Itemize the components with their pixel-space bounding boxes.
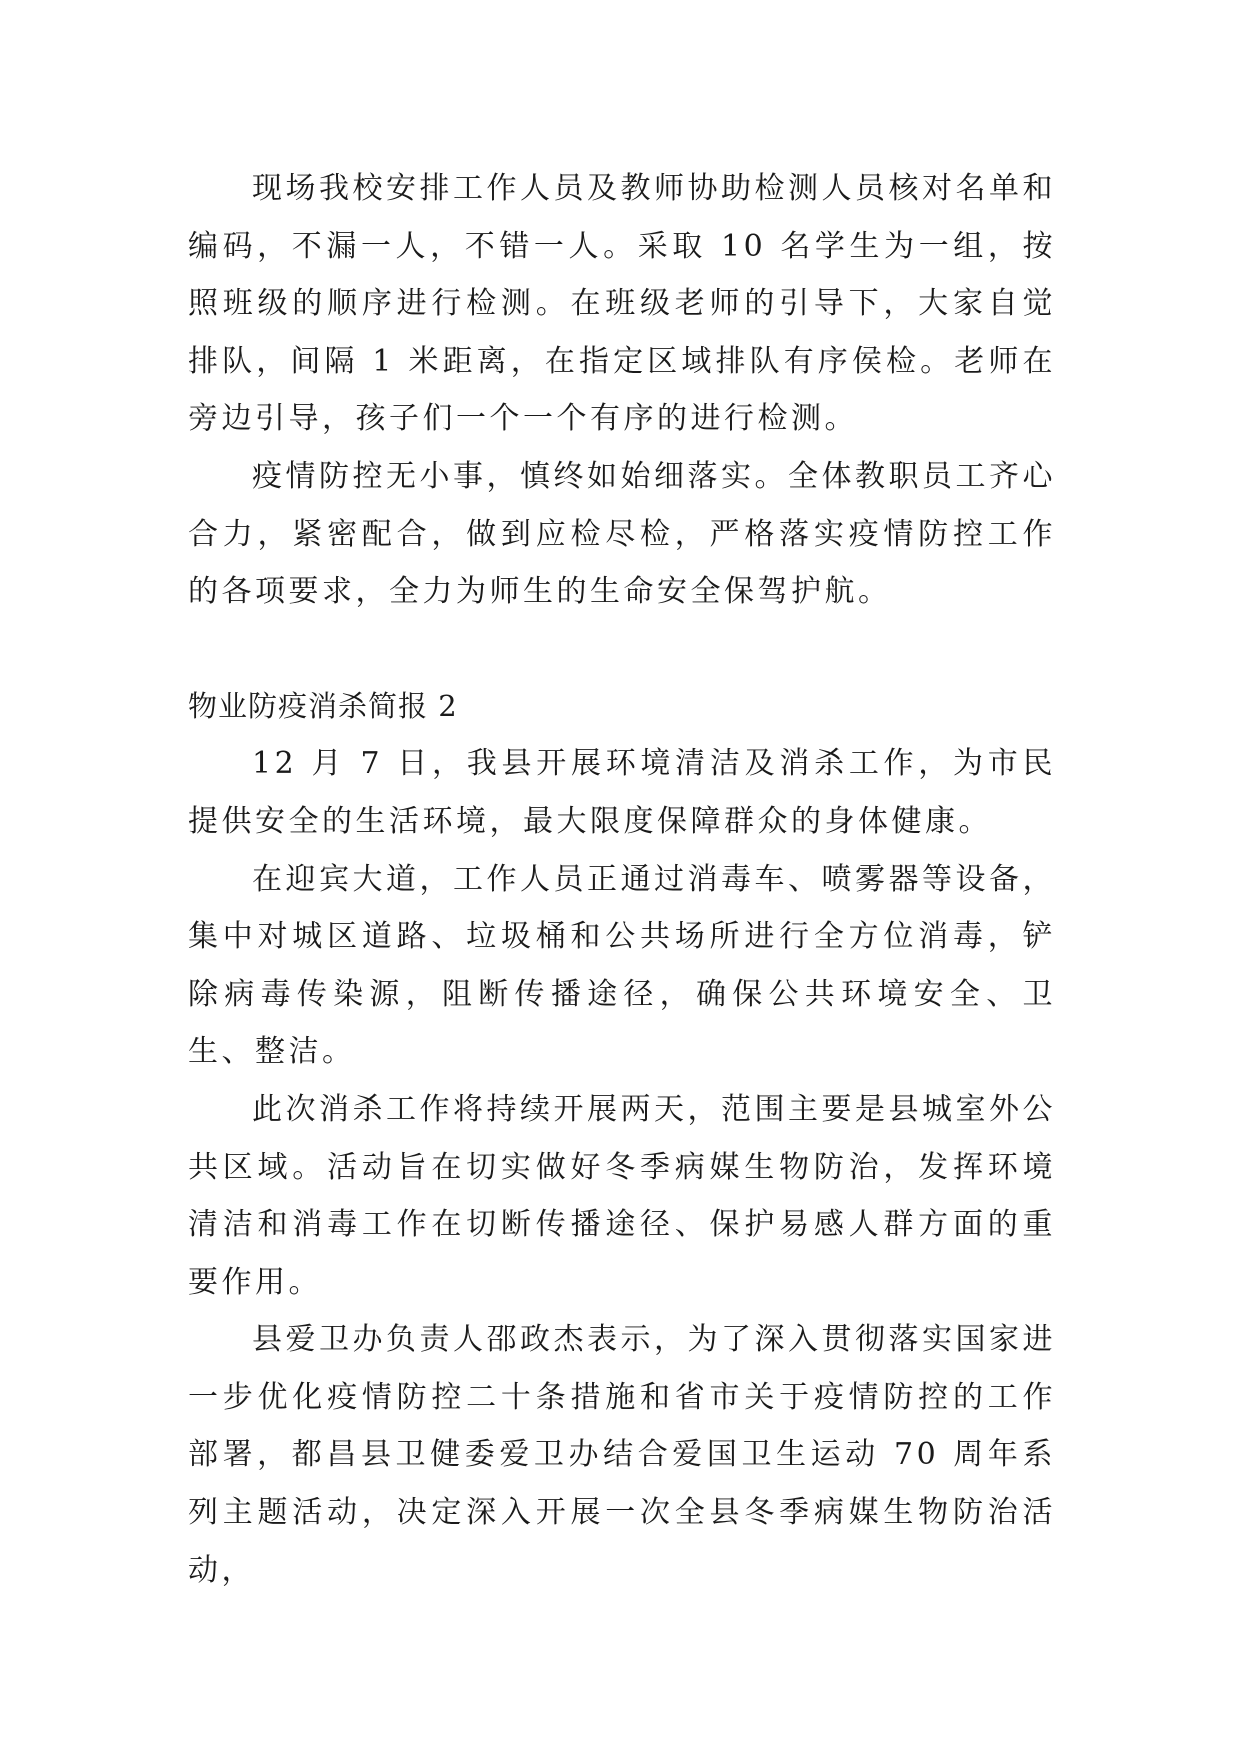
section-title: 物业防疫消杀简报 2 <box>188 688 458 723</box>
paragraph-official-statement: 县爱卫办负责人邵政杰表示，为了深入贯彻落实国家进一步优化疫情防控二十条措施和省市关于疫情防控的工作部署，都昌县卫健委爱卫办结合爱国卫生运动 70 周年系列主题活动，决定深入开展一次全县冬季病媒生物防治活动， <box>188 1322 1056 1588</box>
paragraph-prevention-summary: 疫情防控无小事，慎终如始细落实。全体教职员工齐心合力，紧密配合，做到应检尽检，严格落实疫情防控工作的各项要求，全力为师生的生命安全保驾护航。 <box>188 458 1056 610</box>
paragraph-testing-process: 现场我校安排工作人员及教师协助检测人员核对名单和编码，不漏一人，不错一人。采取 10 名学生为一组，按照班级的顺序进行检测。在班级老师的引导下，大家自觉排队，间隔 1 米距离，在指定区域排队有序侯检。老师在旁边引导，孩子们一个一个有序的进行检测。 <box>188 171 1056 437</box>
document-page <box>188 160 1056 1599</box>
paragraph-cleaning-date: 12 月 7 日，我县开展环境清洁及消杀工作，为市民提供安全的生活环境，最大限度保障群众的身体健康。 <box>188 746 1056 839</box>
section-spacer <box>188 621 1056 678</box>
paragraph-duration-scope: 此次消杀工作将持续开展两天，范围主要是县城室外公共区域。活动旨在切实做好冬季病媒生物防治，发挥环境清洁和消毒工作在切断传播途径、保护易感人群方面的重要作用。 <box>188 1091 1056 1300</box>
paragraph-disinfection-work: 在迎宾大道，工作人员正通过消毒车、喷雾器等设备，集中对城区道路、垃圾桶和公共场所进行全方位消毒，铲除病毒传染源，阻断传播途径，确保公共环境安全、卫生、整洁。 <box>188 861 1056 1070</box>
